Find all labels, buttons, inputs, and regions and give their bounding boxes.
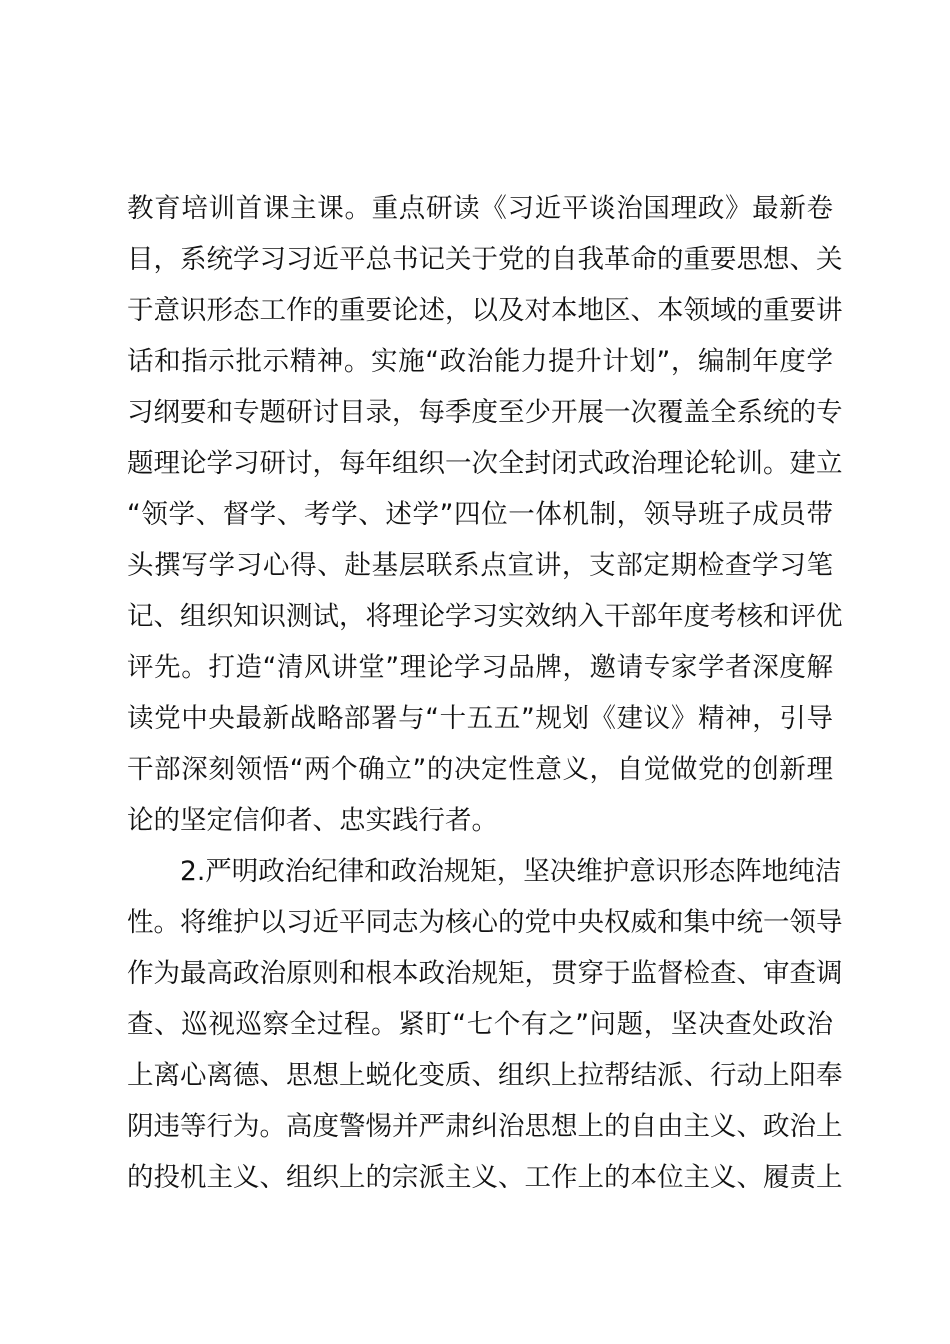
document-body	[127, 183, 843, 1203]
text-line: 头撰写学习心得、赴基层联系点宣讲，支部定期检查学习笔	[127, 550, 833, 581]
paragraph-heading-line: 2.严明政治纪律和政治规矩，坚决维护意识形态阵地纯洁	[180, 856, 842, 887]
text-line: 题理论学习研讨，每年组织一次全封闭式政治理论轮训。建立	[127, 448, 843, 479]
text-line: 教育培训首课主课。重点研读《习近平谈治国理政》最新卷	[127, 193, 833, 224]
text-line: 阴违等行为。高度警惕并严肃纠治思想上的自由主义、政治上	[127, 1111, 843, 1142]
text-line: 论的坚定信仰者、忠实践行者。	[127, 805, 498, 836]
text-line: 评先。打造“清风讲堂”理论学习品牌，邀请专家学者深度解	[127, 652, 833, 683]
text-line: 习纲要和专题研讨目录，每季度至少开展一次覆盖全系统的专	[127, 397, 843, 428]
text-line: 记、组织知识测试，将理论学习实效纳入干部年度考核和评优	[127, 601, 843, 632]
text-line: 查、巡视巡察全过程。紧盯“七个有之”问题，坚决查处政治	[127, 1009, 833, 1040]
text-line: 干部深刻领悟“两个确立”的决定性意义，自觉做党的创新理	[127, 754, 833, 785]
text-line: 上离心离德、思想上蜕化变质、组织上拉帮结派、行动上阳奉	[127, 1060, 843, 1091]
text-line: 目，系统学习习近平总书记关于党的自我革命的重要思想、关	[127, 244, 843, 275]
text-line: 读党中央最新战略部署与“十五五”规划《建议》精神，引导	[127, 703, 833, 734]
text-line: “领学、督学、考学、述学”四位一体机制，领导班子成员带	[127, 499, 833, 530]
text-line: 作为最高政治原则和根本政治规矩，贯穿于监督检查、审查调	[127, 958, 843, 989]
text-line: 于意识形态工作的重要论述，以及对本地区、本领域的重要讲	[127, 295, 843, 326]
text-line: 的投机主义、组织上的宗派主义、工作上的本位主义、履责上	[127, 1162, 843, 1193]
text-line: 性。将维护以习近平同志为核心的党中央权威和集中统一领导	[127, 907, 843, 938]
text-line: 话和指示批示精神。实施“政治能力提升计划”，编制年度学	[127, 346, 833, 377]
